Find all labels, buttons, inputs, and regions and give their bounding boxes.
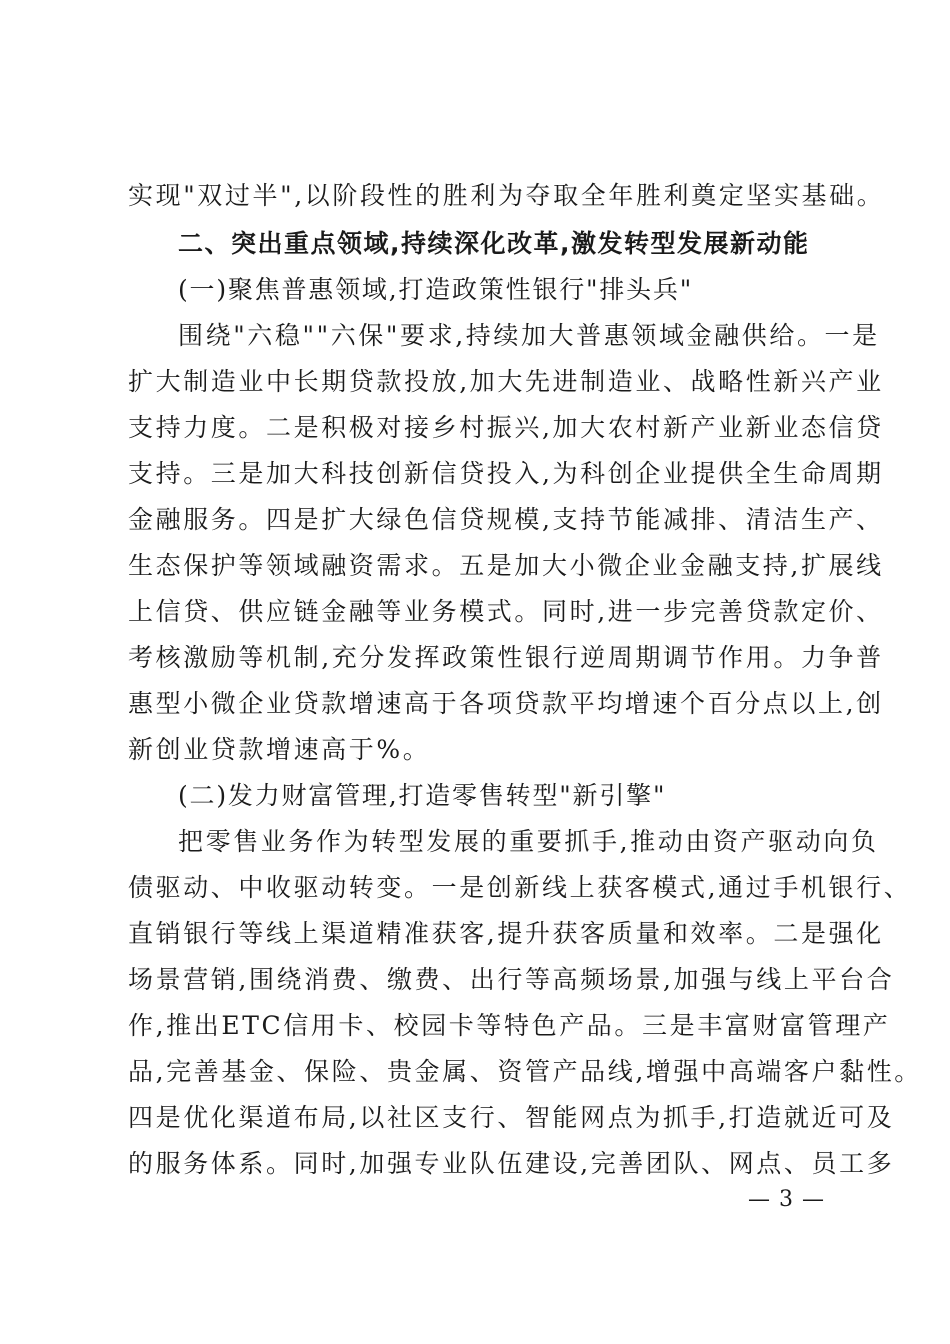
- subsection-heading: (一)聚焦普惠领域,打造政策性银行"排头兵": [178, 275, 694, 304]
- paragraph-line: 惠型小微企业贷款增速高于各项贷款平均增速个百分点以上,创: [128, 689, 884, 718]
- paragraph-line: 生态保护等领域融资需求。五是加大小微企业金融支持,扩展线: [128, 551, 884, 580]
- paragraph-line: 作,推出ETC信用卡、校园卡等特色产品。三是丰富财富管理产: [128, 1011, 891, 1040]
- paragraph-line: 四是优化渠道布局,以社区支行、智能网点为抓手,打造就近可及: [128, 1103, 895, 1132]
- paragraph-line: 债驱动、中收驱动转变。一是创新线上获客模式,通过手机银行、: [128, 873, 912, 902]
- paragraph-line: 的服务体系。同时,加强专业队伍建设,完善团队、网点、员工多: [128, 1149, 895, 1178]
- paragraph-line: 围绕"六稳""六保"要求,持续加大普惠领域金融供给。一是: [178, 321, 880, 350]
- paragraph-line: 新创业贷款增速高于%。: [128, 735, 431, 764]
- paragraph-line: 品,完善基金、保险、贵金属、资管产品线,增强中高端客户黏性。: [128, 1057, 922, 1086]
- paragraph-line: 支持力度。二是积极对接乡村振兴,加大农村新产业新业态信贷: [128, 413, 884, 442]
- paragraph-line: 扩大制造业中长期贷款投放,加大先进制造业、战略性新兴产业: [128, 367, 884, 396]
- paragraph-line: 上信贷、供应链金融等业务模式。同时,进一步完善贷款定价、: [128, 597, 884, 626]
- paragraph-line: 金融服务。四是扩大绿色信贷规模,支持节能减排、清洁生产、: [128, 505, 884, 534]
- page-number: — 3 —: [748, 1187, 825, 1212]
- paragraph-line: 直销银行等线上渠道精准获客,提升获客质量和效率。二是强化: [128, 919, 884, 948]
- paragraph-line: 把零售业务作为转型发展的重要抓手,推动由资产驱动向负: [178, 827, 879, 856]
- paragraph-line: 支持。三是加大科技创新信贷投入,为科创企业提供全生命周期: [128, 459, 884, 488]
- paragraph-line: 场景营销,围绕消费、缴费、出行等高频场景,加强与线上平台合: [128, 965, 895, 994]
- paragraph-line: 考核激励等机制,充分发挥政策性银行逆周期调节作用。力争普: [128, 643, 884, 672]
- section-heading: 二、突出重点领域,持续深化改革,激发转型发展新动能: [178, 229, 810, 258]
- subsection-heading: (二)发力财富管理,打造零售转型"新引擎": [178, 781, 667, 810]
- paragraph-line: 实现"双过半",以阶段性的胜利为夺取全年胜利奠定坚实基础。: [128, 181, 885, 210]
